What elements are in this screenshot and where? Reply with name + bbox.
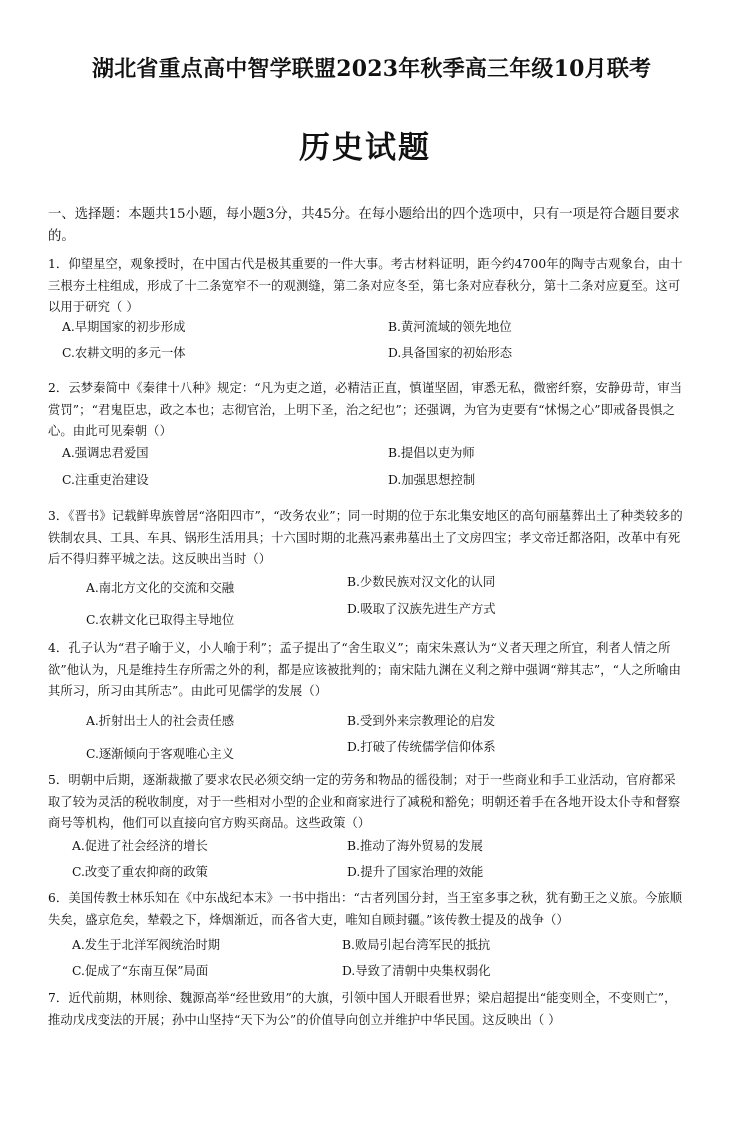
- question-6-option-b: B.败局引起台湾军民的抵抗: [342, 938, 491, 952]
- question-1-option-c: C.农耕文明的多元一体: [62, 346, 186, 360]
- question-4-option-b: B.受到外来宗教理论的启发: [347, 714, 496, 728]
- question-3-option-c: C.农耕文化已取得主导地位: [86, 613, 235, 627]
- question-1-option-b: B.黄河流域的领先地位: [388, 320, 512, 334]
- question-2-option-b: B.提倡以吏为师: [388, 446, 475, 460]
- question-6-option-a: A.发生于北洋军阀统治时期: [72, 938, 221, 952]
- question-4-option-a: A.折射出士人的社会责任感: [86, 714, 235, 728]
- question-3-option-d: D.吸取了汉族先进生产方式: [347, 602, 496, 616]
- question-3-stem: 3．《晋书》记载鲜卑族曾居“洛阳四市”，“改务农业”；同一时期的位于东北集安地区的高句丽墓葬出土了种类较多的铁制农具、工具、车具、锅形生活用具；十六国时期的北燕冯素弗墓出土了文房四宝；孝文帝迁都洛阳，改革中有死后不得归葬平城之法。这反映出当时（）: [48, 509, 683, 566]
- question-6-stem: 6．美国传教士林乐知在《中东战纪本末》一书中指出：“古者列国分封，当王室多事之秋，犹有勤王之义旅。今旅顺失矣，盛京危矣，辇毂之下，烽烟渐近，而各省大吏，唯知自顾封疆。”该传教士提及的战争（）: [48, 891, 683, 927]
- question-6-option-d: D.导致了清朝中央集权弱化: [342, 964, 491, 978]
- question-6-option-c: C.促成了“东南互保”局面: [72, 964, 209, 978]
- question-5-option-b: B.推动了海外贸易的发展: [347, 839, 483, 853]
- question-2-option-c: C.注重吏治建设: [62, 473, 149, 487]
- question-2-option-a: A.强调忠君爱国: [62, 446, 149, 460]
- question-3-option-b: B.少数民族对汉文化的认同: [347, 575, 496, 589]
- question-3-option-a: A.南北方文化的交流和交融: [86, 581, 235, 595]
- section-instructions: 一、选择题：本题共15小题，每小题3分，共45分。在每小题给出的四个选项中，只有一项是符合题目要求的。: [48, 207, 680, 244]
- exam-header: 湖北省重点高中智学联盟2023年秋季高三年级10月联考: [92, 56, 652, 82]
- question-7-stem: 7．近代前期，林则徐、魏源高举“经世致用”的大旗，引领中国人开眼看世界；梁启超提出“能变则全，不变则亡”，推动戊戌变法的开展；孙中山坚持“天下为公”的价值导向创立并维护中华民国。这反映出（ ）: [48, 991, 677, 1027]
- paper-title: 历史试题: [299, 130, 431, 166]
- question-5-option-d: D.提升了国家治理的效能: [347, 865, 484, 879]
- question-4-stem: 4．孔子认为“君子喻于义，小人喻于利”；孟子提出了“舍生取义”；南宋朱熹认为“义者天理之所宜，利者人情之所欲”他认为，凡是维持生存所需之外的利，都是应该被批判的；南宋陆九渊在义利之辩中强调“辩其志”，“人之所喻由其所习，所习由其所志”。由此可见儒学的发展（）: [48, 641, 681, 698]
- question-4-option-d: D.打破了传统儒学信仰体系: [347, 740, 496, 754]
- question-2-stem: 2．云梦秦简中《秦律十八种》规定：“凡为吏之道，必精洁正直，慎谨坚固，审悉无私，微密纤察，安静毋苛，审当赏罚”；“君鬼臣忠，政之本也；志彻官治，上明下圣，治之纪也”；还强调，为官为吏要有“怵惕之心”即戒备畏惧之心。由此可见秦朝（）: [48, 381, 683, 438]
- question-5-stem: 5．明朝中后期，逐渐裁撤了要求农民必须交纳一定的劳务和物品的徭役制；对于一些商业和手工业活动，官府都采取了较为灵活的税收制度，对于一些相对小型的企业和商家进行了减税和豁免；明朝还着手在各地开设太仆寺和督察商号等机构，他们可以直接向官方购买商品。这些政策（）: [48, 773, 681, 830]
- question-5-option-c: C.改变了重农抑商的政策: [72, 865, 208, 879]
- question-1-option-d: D.具备国家的初始形态: [388, 346, 513, 360]
- question-1-option-a: A.早期国家的初步形成: [62, 320, 186, 334]
- question-5-option-a: A.促进了社会经济的增长: [72, 839, 208, 853]
- question-1-stem: 1．仰望星空，观象授时，在中国古代是极其重要的一件大事。考古材料证明，距今约4700年的陶寺古观象台，由十三根夯土柱组成，形成了十二条宽窄不一的观测缝，第二条对应冬至，第七条对应春秋分，第十二条对应夏至。这可以用于研究（ ）: [48, 257, 683, 314]
- question-4-option-c: C.逐渐倾向于客观唯心主义: [86, 747, 235, 761]
- question-2-option-d: D.加强思想控制: [388, 473, 476, 487]
